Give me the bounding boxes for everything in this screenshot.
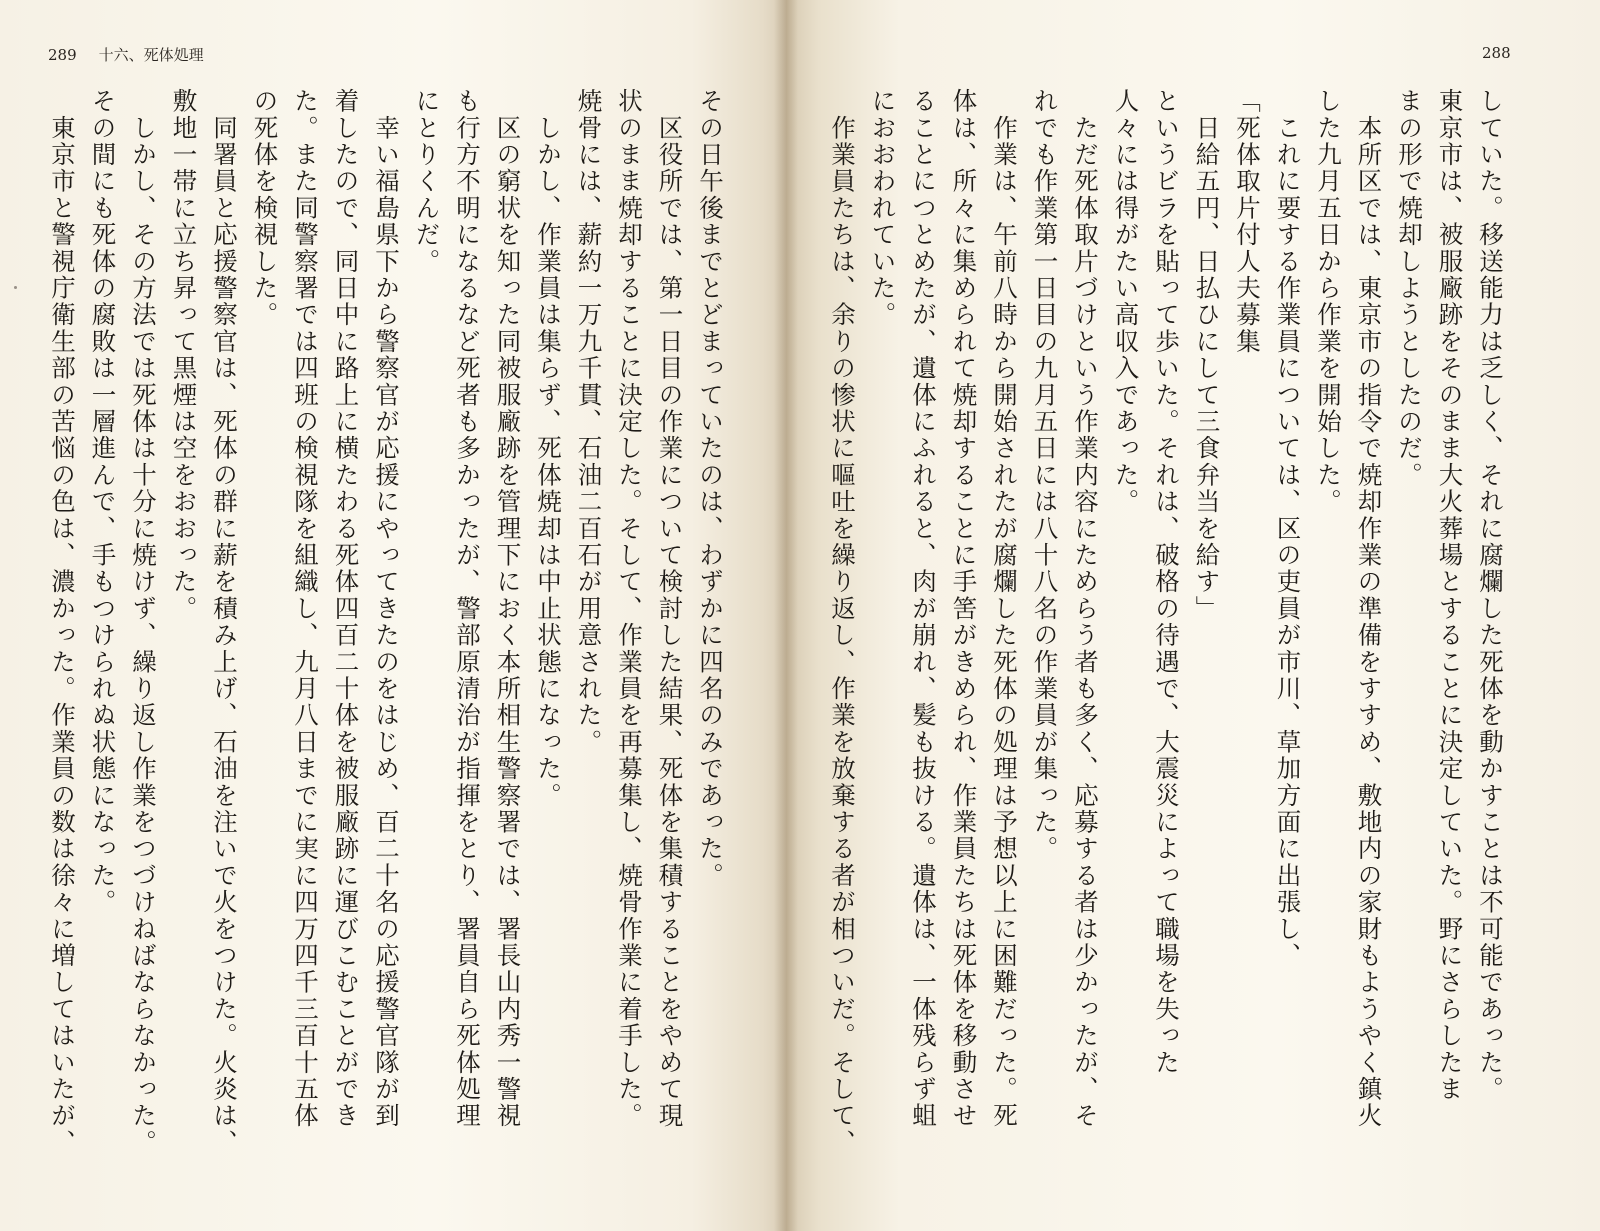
right-page	[786, 0, 1600, 1231]
text-line: ることにつとめたが、遺体にふれると、肉が崩れ、髪も抜ける。遺体は、一体残らず蛆	[909, 88, 938, 1130]
text-line: 区の窮状を知った同被服廠跡を管理下におく本所相生警察署では、署長山内秀一警視	[493, 88, 523, 1130]
chapter-title: 十六、死体処理	[98, 46, 204, 64]
text-line: 着したので、同日中に路上に横たわる死体四百二十体を被服廠跡に運びこむことができ	[331, 88, 361, 1130]
right-body-text	[828, 88, 1510, 1203]
paper-speck	[14, 286, 17, 289]
text-line: 幸い福島県下から警察官が応援にやってきたのをはじめ、百二十名の応援警官隊が到	[372, 88, 401, 1130]
book-gutter-shadow	[774, 0, 798, 1231]
text-line: しかし、その方法では死体は十分に焼けず、繰り返し作業をつづけねばならなかった。	[129, 88, 158, 1156]
text-line: 体は、所々に集められて焼却することに手筈がきめられ、作業員たちは死体を移動させ	[949, 88, 979, 1130]
text-line: というビラを貼って歩いた。それは、破格の待遇で、大震災によって職場を失った	[1152, 88, 1181, 1076]
text-line: 焼骨には、薪約一万九千貫、石油二百石が用意された。	[574, 88, 604, 756]
left-page-number: 289	[48, 46, 77, 64]
text-line: 東京市と警視庁衛生部の苦悩の色は、濃かった。作業員の数は徐々に増してはいたが、	[48, 88, 77, 1156]
text-line: 作業員たちは、余りの惨状に嘔吐を繰り返し、作業を放棄する者が相ついだ。そして、	[828, 88, 857, 1156]
text-line: にとりくんだ。	[412, 88, 442, 275]
text-line: の死体を検視した。	[250, 88, 280, 329]
text-line: した九月五日から作業を開始した。	[1314, 88, 1343, 516]
text-line: 状のまま焼却することに決定した。そして、作業員を再募集し、焼骨作業に着手した。	[615, 88, 644, 1130]
text-line: も行方不明になるなど死者も多かったが、警部原清治が指揮をとり、署員自ら死体処理	[453, 88, 482, 1130]
text-line: た。また同警察署では四班の検視隊を組織し、九月八日までに実に四万四千三百十五体	[291, 88, 320, 1130]
text-line: におおわれていた。	[868, 88, 898, 329]
text-line: 敷地一帯に立ち昇って黒煙は空をおおった。	[169, 88, 199, 622]
right-running-head	[1482, 44, 1511, 62]
text-line: 日給五円、日払ひにして三食弁当を給す」	[1192, 88, 1222, 622]
text-line: ただ死体取片づけという作業内容にためらう者も多く、応募する者は少かったが、そ	[1071, 88, 1100, 1130]
text-line: 作業は、午前八時から開始されたが腐爛した死体の処理は予想以上に困難だった。死	[990, 88, 1019, 1130]
text-line: していた。移送能力は乏しく、それに腐爛した死体を動かすことは不可能であった。	[1476, 88, 1505, 1103]
text-line: 区役所では、第一日目の作業について検討した結果、死体を集積することをやめて現	[655, 88, 685, 1130]
left-running-head	[48, 44, 204, 65]
text-line: 人々には得がたい高収入であった。	[1111, 88, 1141, 516]
text-line: その日午後までとどまっていたのは、わずかに四名のみであった。	[696, 88, 725, 889]
text-line: 「死体取片付人夫募集	[1233, 88, 1262, 355]
text-line: 東京市は、被服廠跡をそのまま大火葬場とすることに決定していた。野にさらしたま	[1435, 88, 1465, 1103]
text-line: これに要する作業員については、区の吏員が市川、草加方面に出張し、	[1273, 88, 1303, 970]
left-body-text	[48, 88, 730, 1203]
text-line: まの形で焼却しようとしたのだ。	[1395, 88, 1424, 489]
text-line: 同署員と応援警察官は、死体の群に薪を積み上げ、石油を注いで火をつけた。火炎は、	[210, 88, 239, 1157]
text-line: れでも作業第一日目の九月五日には八十八名の作業員が集った。	[1030, 88, 1060, 863]
text-line: しかし、作業員は集らず、死体焼却は中止状態になった。	[534, 88, 563, 809]
right-page-number: 288	[1482, 44, 1511, 62]
left-page	[0, 0, 786, 1231]
text-line: その間にも死体の腐敗は一層進んで、手もつけられぬ状態になった。	[88, 88, 118, 916]
text-line: 本所区では、東京市の指令で焼却作業の準備をすすめ、敷地内の家財もようやく鎮火	[1354, 88, 1384, 1130]
